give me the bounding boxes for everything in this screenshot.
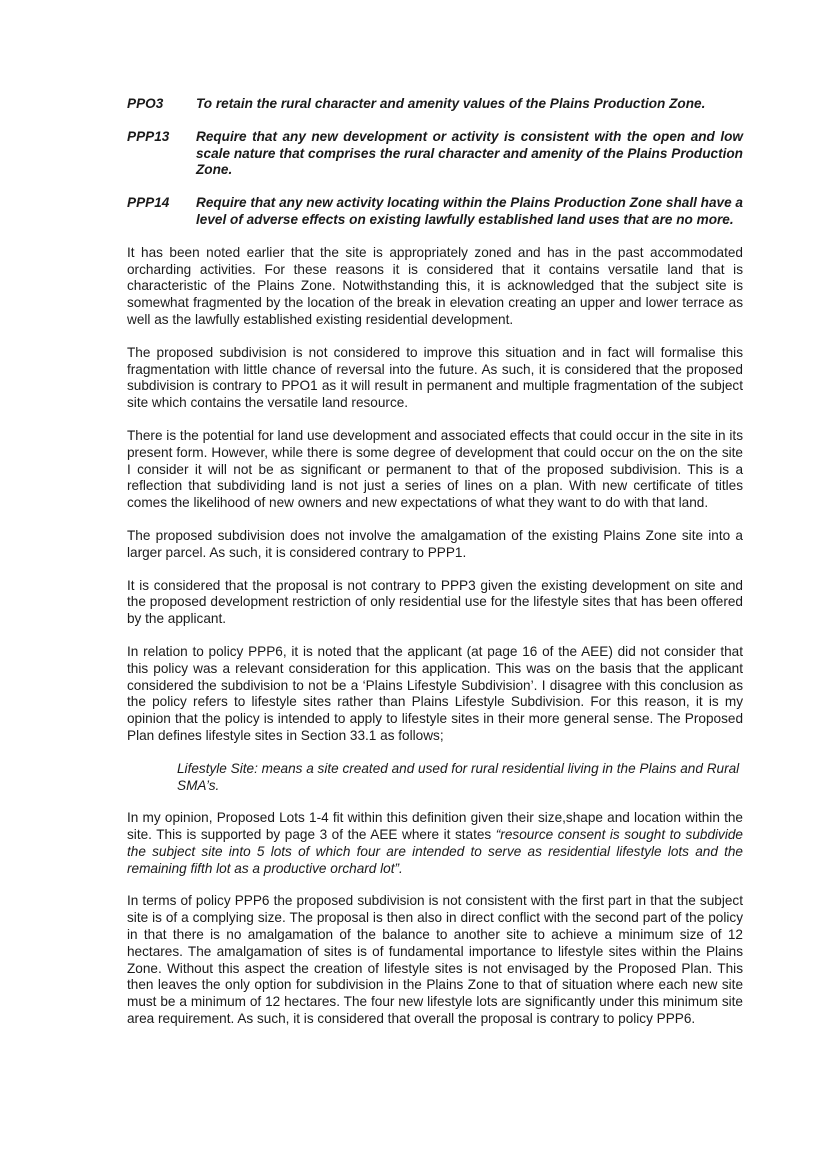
paragraph-land-use-potential: There is the potential for land use development and associated effects that could occur in the site in its present form. However, while there is some degree of development that could occur on the on the site I consider it will not be as significant or permanent to that of the proposed subdivision. This is a reflection that subdividing land is not just a series of lines on a plan. With new certificate of titles comes the likelihood of new owners and new expectations of what they want to do with that land. [127, 427, 743, 511]
aee-quote: “resource consent is sought to subdivide the subject site into 5 lots of which four are intended to serve as residential lifestyle lots and the remaining fifth lot as a productive orchard lot”. [127, 827, 743, 876]
policy-ppp13 [127, 129, 743, 179]
policy-code: PPP13 [127, 128, 170, 144]
paragraph-lots-intro: In my opinion, Proposed Lots 1-4 fit within this definition given their size,shape and location within the site. This is supported by page 3 of the AEE where it states [127, 810, 743, 843]
policy-ppo3 [127, 96, 743, 113]
policy-code: PPO3 [127, 96, 164, 111]
policy-ppp14 [127, 195, 743, 229]
policy-text: To retain the rural character and amenity values of the Plains Production Zone. [196, 96, 706, 111]
policy-text: Require that any new activity locating within the Plains Production Zone shall have a level of adverse effects on existing lawfully established land uses that are no more. [196, 195, 743, 227]
paragraph-ppp6-conclusion: In terms of policy PPP6 the proposed subdivision is not consistent with the first part in that the subject site is of a complying size. The proposal is then also in direct conflict with the second part of the policy in that there is no amalgamation of the balance to another site to achieve a minimum size of 12 hectares. The amalgamation of sites is of fundamental importance to lifestyle sites within the Plains Zone. Without this aspect the creation of lifestyle sites is not envisaged by the Proposed Plan. This then leaves the only option for subdivision in the Plains Zone to that of situation where each new site must be a minimum of 12 hectares. The four new lifestyle lots are significantly under this minimum site area requirement. As such, it is considered that overall the proposal is contrary to policy PPP6. [127, 893, 743, 1027]
definition-quote: Lifestyle Site: means a site created and used for rural residential living in the Plains and Rural SMA’s. [177, 760, 740, 793]
paragraph-site-zoning: It has been noted earlier that the site is appropriately zoned and has in the past accommodated orcharding activities. For these reasons it is considered that it contains versatile land that is characteristic of the Plains Zone. Notwithstanding this, it is acknowledged that the subject site is somewhat fragmented by the location of the break in elevation creating an upper and lower terrace as well as the lawfully established existing residential development. [127, 244, 743, 327]
paragraph-ppp6-relevance: In relation to policy PPP6, it is noted that the applicant (at page 16 of the AEE) did not consider that this policy was a relevant consideration for this application. This was on the basis that the applicant considered the subdivision to not be a ‘Plains Lifestyle Subdivision’. I disagree with this conclusion as the policy refers to lifestyle sites rather than Plains Lifestyle Subdivision. For this reason, it is my opinion that the policy is intended to apply to lifestyle sites in their more general sense. The Proposed Plan defines lifestyle sites in Section 33.1 as follows; [127, 643, 743, 743]
paragraph-amalgamation: The proposed subdivision does not involve the amalgamation of the existing Plains Zone site into a larger parcel. As such, it is considered contrary to PPP1. [127, 527, 743, 560]
paragraph-lots-definition [127, 810, 743, 877]
paragraph-fragmentation: The proposed subdivision is not considered to improve this situation and in fact will formalise this fragmentation with little chance of reversal into the future. As such, it is considered that the proposed subdivision is contrary to PPO1 as it will result in permanent and multiple fragmentation of the subject site which contains the versatile land resource. [127, 344, 743, 411]
document-page [127, 96, 743, 1044]
policy-text: Require that any new development or activity is consistent with the open and low scale nature that comprises the rural character and amenity of the Plains Production Zone. [196, 128, 743, 178]
paragraph-ppp3: It is considered that the proposal is not contrary to PPP3 given the existing development on site and the proposed development restriction of only residential use for the lifestyle sites that has been offered by the applicant. [127, 577, 743, 627]
policy-code: PPP14 [127, 195, 170, 211]
